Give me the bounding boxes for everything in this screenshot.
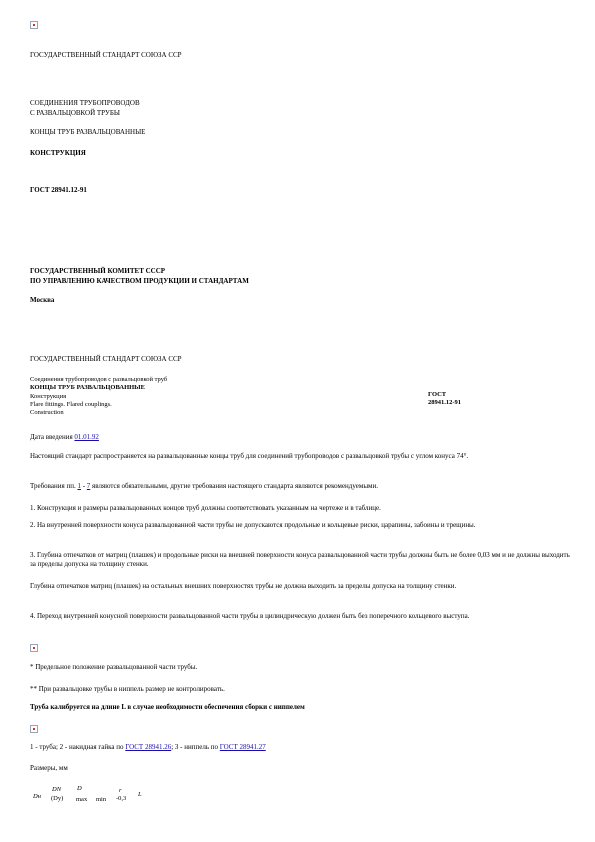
table-header-max: max [76, 796, 88, 803]
table-header-l: L [138, 791, 142, 798]
title-line-1: СОЕДИНЕНИЯ ТРУБОПРОВОДОВ [30, 99, 140, 107]
title-line-4: КОНСТРУКЦИЯ [30, 149, 86, 157]
legend-link-gost-26[interactable]: ГОСТ 28941.26 [125, 743, 172, 751]
intro-date-label: Дата введения [30, 433, 73, 441]
standard-left-line-5: Construction [30, 409, 64, 417]
standard-block-right [428, 391, 461, 408]
paragraph-2: 2. На внутренней поверхности конуса развальцованной части трубы не допускаются продольные и кольцевые риски, царапины, забоины и трещины. [30, 521, 476, 529]
sizes-caption: Размеры, мм [30, 764, 68, 772]
paragraph-3-continued: Глубина отпечатков матриц (плашек) на остальных внешних поверхностях трубы не должна выходить за пределы допуска на толщину стенки. [30, 582, 457, 590]
note-calibration: Труба калибруется на длине L в случае необходимости обеспечения сборки с ниппелем [30, 703, 305, 711]
paragraph-3: 3. Глубина отпечатков от матриц (плашек) и продольные риски на внешней поверхности конуса развальцованной части трубы должны быть не более 0,03 мм и не должны выходить за пределы допуска на толщину стенки. [30, 551, 570, 568]
table-header-r: r [119, 787, 122, 794]
paragraph-scope: Настоящий стандарт распространяется на развальцованные концы труб для соединений трубопроводов с развальцовкой трубы с углом конуса 74°. [30, 452, 469, 460]
broken-image-icon [30, 725, 38, 733]
committee-line-1: ГОСУДАРСТВЕННЫЙ КОМИТЕТ СССР [30, 267, 166, 275]
legend-link-gost-27[interactable]: ГОСТ 28941.27 [219, 743, 266, 751]
table-header-min: min [96, 796, 107, 803]
gost-number: ГОСТ 28941.12-91 [30, 186, 87, 194]
committee-line-2: ПО УПРАВЛЕНИЮ КАЧЕСТВОМ ПРОДУКЦИИ И СТАНДАРТАМ [30, 277, 249, 285]
legend-mid: ; 3 - ниппель по [171, 743, 220, 751]
city: Москва [30, 296, 55, 304]
standard-left-line-1: Соединения трубопроводов с развальцовкой труб [30, 376, 168, 383]
standard-right-line-1: ГОСТ [428, 391, 447, 398]
note-limit-position: * Предельное положение развальцованной части трубы. [30, 663, 198, 671]
title-line-3: КОНЦЫ ТРУБ РАЗВАЛЬЦОВАННЫЕ [30, 128, 146, 136]
standard-left-line-4: Flare fittings. Flared couplings. [30, 400, 112, 408]
legend-prefix: 1 - труба; 2 - накидная гайка по [30, 743, 126, 751]
requirements-link-1[interactable]: 1 [77, 482, 81, 490]
requirements-link-7[interactable]: 7 [86, 482, 91, 490]
standard-right-line-2: 28941.12-91 [428, 399, 462, 407]
paragraph-requirements [30, 482, 570, 491]
table-header-dn: Dн [33, 793, 41, 800]
requirements-dash: - [80, 482, 87, 490]
title-line-2: С РАЗВАЛЬЦОВКОЙ ТРУБЫ [30, 109, 120, 117]
table-header [30, 784, 170, 814]
standard-block-left [30, 376, 167, 417]
intro-date-line [30, 433, 570, 442]
drawing-legend [30, 743, 570, 752]
broken-image-icon [30, 644, 38, 652]
table-header-dn-label: DN [52, 786, 62, 793]
state-standard-heading: ГОСУДАРСТВЕННЫЙ СТАНДАРТ СОЮЗА ССР [30, 51, 182, 59]
intro-date-link[interactable]: 01.01.92 [74, 433, 99, 441]
requirements-suffix: являются обязательными, другие требования настоящего стандарта являются рекомендуемыми. [90, 482, 378, 490]
standard-left-line-3: Конструкция [30, 392, 67, 400]
table-header-r-tolerance: -0,3 [116, 795, 127, 802]
paragraph-4: 4. Переход внутренней конусной поверхности развальцованной части трубы в цилиндрическую должен быть без поперечного кольцевого выступа. [30, 612, 470, 620]
requirements-prefix: Требования пп. [30, 482, 76, 490]
table-header-dy: (Dy) [51, 795, 64, 802]
note-not-controlled: ** При развальцовке трубы в ниппель размер не контролировать. [30, 685, 225, 693]
state-standard-heading-2: ГОСУДАРСТВЕННЫЙ СТАНДАРТ СОЮЗА ССР [30, 355, 182, 363]
table-header-d: D [77, 785, 82, 792]
broken-image-icon [30, 21, 38, 29]
standard-left-line-2: КОНЦЫ ТРУБ РАЗВАЛЬЦОВАННЫЕ [30, 384, 145, 392]
paragraph-1: 1. Конструкция и размеры развальцованных концов труб должны соответствовать указанным на чертеже и в таблице. [30, 504, 381, 512]
